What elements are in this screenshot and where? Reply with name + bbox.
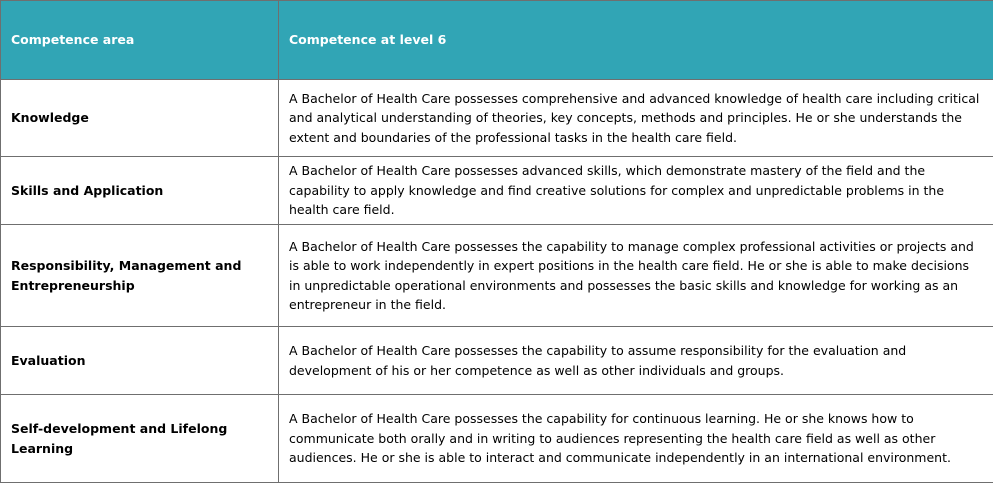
competence-area-cell: Evaluation — [1, 327, 279, 395]
table-row — [1, 157, 993, 225]
competence-area-cell: Responsibility, Management and Entrepreneurship — [1, 225, 279, 327]
table-row — [1, 225, 993, 327]
competence-area-cell: Skills and Application — [1, 157, 279, 225]
competence-area-cell: Knowledge — [1, 80, 279, 157]
competence-description-cell: A Bachelor of Health Care possesses the capability for continuous learning. He or she knows how to communicate both orally and in writing to audiences representing the health care field as well as other audiences. He or she is able to interact and communicate independently in an international environment. — [279, 395, 993, 483]
competence-area-cell: Self-development and Lifelong Learning — [1, 395, 279, 483]
header-row — [1, 1, 993, 80]
table-row — [1, 395, 993, 483]
table-row — [1, 80, 993, 157]
competence-description-cell: A Bachelor of Health Care possesses the capability to assume responsibility for the evaluation and development of his or her competence as well as other individuals and groups. — [279, 327, 993, 395]
table-body — [1, 80, 993, 483]
header-competence-level: Competence at level 6 — [279, 1, 993, 80]
competence-description-cell: A Bachelor of Health Care possesses comprehensive and advanced knowledge of health care including critical and analytical understanding of theories, key concepts, methods and principles. He or she understands the extent and boundaries of the professional tasks in the health care field. — [279, 80, 993, 157]
table-row — [1, 327, 993, 395]
table-header — [1, 1, 993, 80]
competence-description-cell: A Bachelor of Health Care possesses advanced skills, which demonstrate mastery of the field and the capability to apply knowledge and find creative solutions for complex and unpredictable problems in the health care field. — [279, 157, 993, 225]
header-competence-area: Competence area — [1, 1, 279, 80]
competence-description-cell: A Bachelor of Health Care possesses the capability to manage complex professional activities or projects and is able to work independently in expert positions in the health care field. He or she is able to make decisions in unpredictable operational environments and possesses the basic skills and knowledge for working as an entrepreneur in the field. — [279, 225, 993, 327]
